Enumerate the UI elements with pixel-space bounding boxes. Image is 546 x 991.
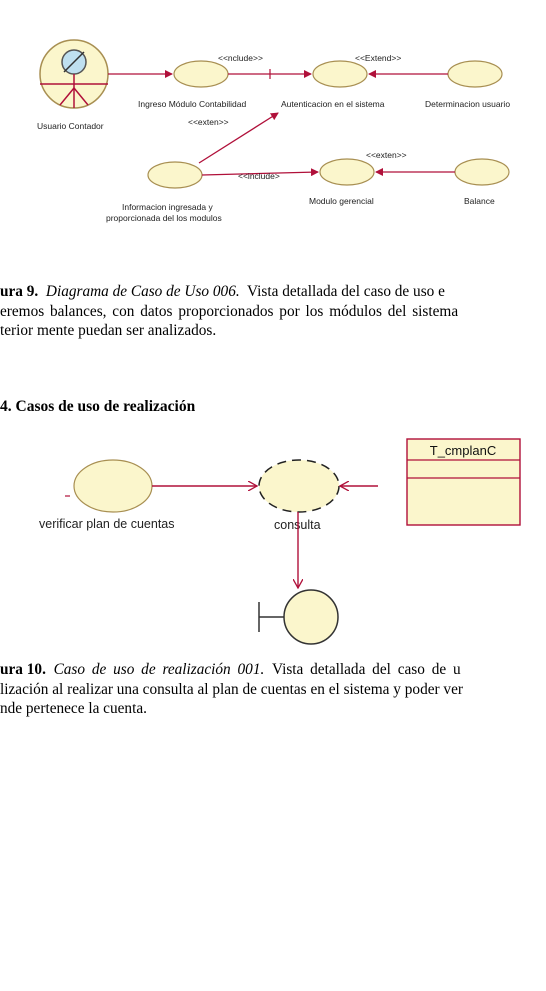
figure-9-text-1: Vista detallada del caso de uso e <box>247 283 445 300</box>
use-case-label-verificar: verificar plan de cuentas <box>39 517 175 531</box>
use-case-label-autenticacion: Autenticacion en el sistema <box>281 99 385 109</box>
figure-10-caption <box>0 660 463 719</box>
use-case-informacion <box>148 162 202 188</box>
business-actor-icon <box>40 40 108 108</box>
class-name: T_cmplanC <box>429 443 497 458</box>
use-case-determinacion <box>448 61 502 87</box>
figure-9-text-2: eremos balances, con datos proporcionados por los módulos del sistema <box>0 302 459 320</box>
use-case-diagram-006 <box>0 0 546 240</box>
actor-label: Usuario Contador <box>37 121 104 131</box>
figure-10-text-1: Vista detallada del caso de u <box>271 661 461 678</box>
figure-9-caption <box>0 282 458 341</box>
use-case-autenticacion <box>313 61 367 87</box>
use-case-consulta <box>259 460 339 512</box>
use-case-label-informacion-1: Informacion ingresada y <box>122 202 213 212</box>
use-case-verificar <box>74 460 152 512</box>
figure-9-title: Diagrama de Caso de Uso 006. <box>45 283 240 300</box>
stereotype-extend: <<Extend>> <box>355 53 402 63</box>
figure-10-text-3: nde pertenece la cuenta. <box>0 700 147 717</box>
realization-diagram-001 <box>0 430 546 655</box>
stereotype-include-2: <<include> <box>238 171 280 181</box>
use-case-modulo-gerencial <box>320 159 374 185</box>
stereotype-include: <<nclude>> <box>218 53 263 63</box>
stereotype-exten: <<exten>> <box>188 117 229 127</box>
use-case-label-informacion-2: proporcionada del los modulos <box>106 213 222 223</box>
figure-10-text-2: lización al realizar una consulta al plan de cuentas en el sistema y poder ver <box>0 680 463 698</box>
boundary-icon <box>259 590 338 644</box>
use-case-label-consulta: consulta <box>274 518 321 532</box>
figure-9-number: ura 9. <box>0 283 39 300</box>
use-case-label-determinacion: Determinacion usuario <box>425 99 511 109</box>
use-case-label-balance: Balance <box>464 196 495 206</box>
use-case-label-ingreso: Ingreso Módulo Contabilidad <box>138 99 247 109</box>
section-heading: 4. Casos de uso de realización <box>0 398 196 415</box>
use-case-balance <box>455 159 509 185</box>
use-case-ingreso <box>174 61 228 87</box>
stereotype-exten-2: <<exten>> <box>366 150 407 160</box>
figure-10-number: ura 10. <box>0 661 46 678</box>
use-case-label-modulo: Modulo gerencial <box>309 196 374 206</box>
figure-9-text-3: terior mente puedan ser analizados. <box>0 322 217 339</box>
figure-10-title: Caso de uso de realización 001. <box>53 661 265 678</box>
